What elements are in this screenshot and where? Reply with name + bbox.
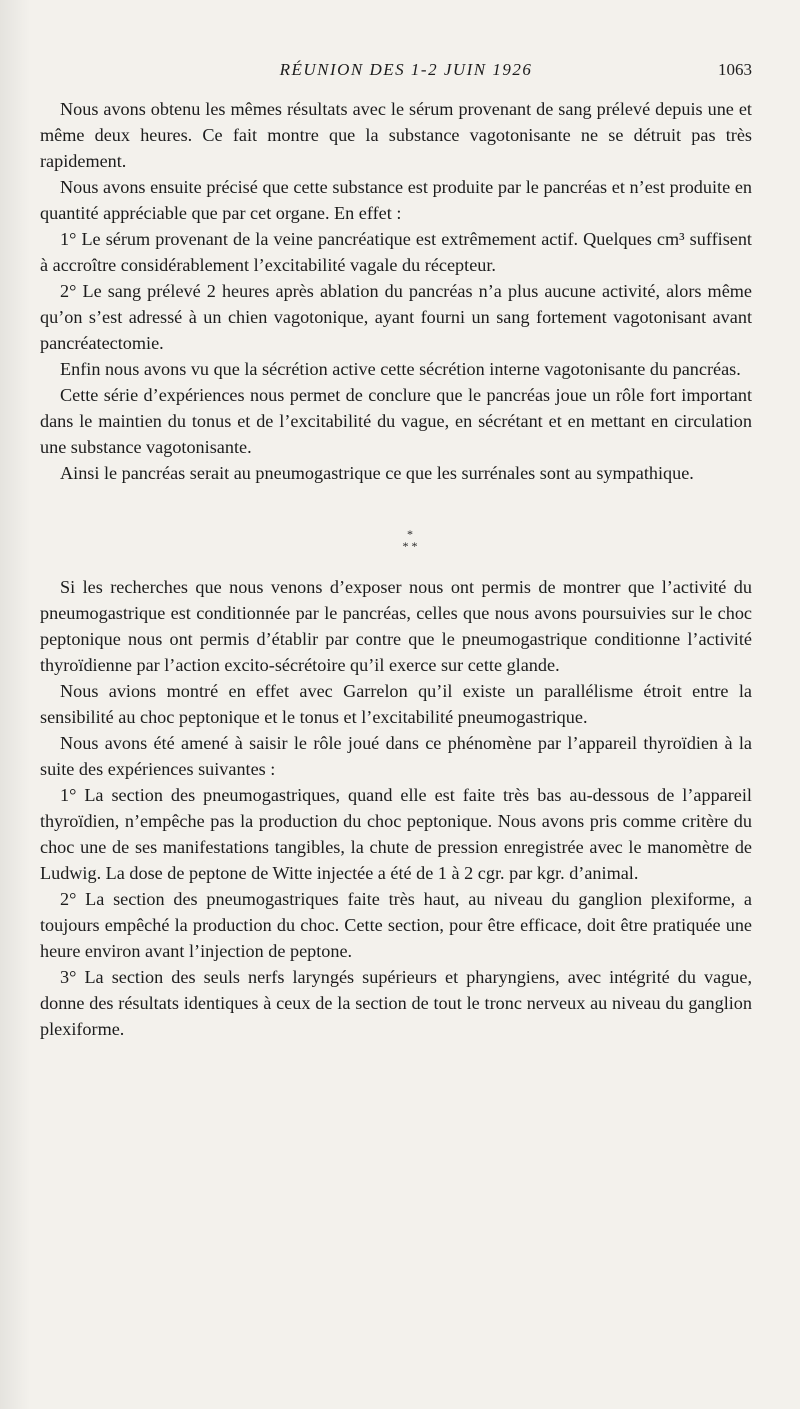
paragraph: Enfin nous avons vu que la sécrétion active cette sécrétion interne vagotonisante du pancréas.	[60, 359, 741, 379]
asterism-top: *	[407, 527, 413, 541]
body-text	[40, 96, 752, 1042]
paragraph: Si les recherches que nous venons d’exposer nous ont permis de montrer que l’activité du pneumogastrique est conditionnée par le pancréas, celles que nous avons poursuivies sur le choc peptonique nous ont permis d’établir par contre que le pneumogastrique conditionne l’activité thyroïdienne par l’action excito-sécrétoire qu’il exerce sur cette glande.	[40, 577, 752, 675]
paragraph: Nous avions montré en effet avec Garrelon qu’il existe un parallélisme étroit entre la sensibilité au choc peptonique et le tonus et l’excitabilité pneumogastrique.	[40, 681, 752, 727]
paragraph: 2° Le sang prélevé 2 heures après ablation du pancréas n’a plus aucune activité, alors même qu’on s’est adressé à un chien vagotonique, ayant fourni un sang fortement vagotonisant avant pancréatectomie.	[40, 281, 752, 353]
running-title: RÉUNION DES 1-2 JUIN 1926	[279, 60, 533, 79]
paragraph: Nous avons été amené à saisir le rôle joué dans ce phénomène par l’appareil thyroïdien à la suite des expériences suivantes :	[40, 733, 752, 779]
paragraph: Nous avons ensuite précisé que cette substance est produite par le pancréas et n’est produite en quantité appréciable que par cet organe. En effet :	[40, 177, 752, 223]
paragraph: 1° La section des pneumogastriques, quand elle est faite très bas au-dessous de l’appareil thyroïdien, n’empêche pas la production du choc peptonique. Nous avons pris comme critère du choc une de ses manifestations tangibles, la chute de pression enregistrée avec le manomètre de Ludwig. La dose de peptone de Witte injectée a été de 1 à 2 cgr. par kgr. d’animal.	[40, 785, 752, 883]
page-header	[60, 60, 752, 84]
paragraph: 2° La section des pneumogastriques faite très haut, au niveau du ganglion plexiforme, a toujours empêché la production du choc. Cette section, pour être efficace, doit être pratiquée une heure environ avant l’injection de peptone.	[40, 889, 752, 961]
page-edge-shadow	[0, 0, 30, 1409]
paragraph: Nous avons obtenu les mêmes résultats avec le sérum provenant de sang prélevé depuis une et même deux heures. Ce fait montre que la substance vagotonisante ne se détruit pas très rapidement.	[40, 99, 752, 171]
section-divider-asterism	[40, 528, 752, 552]
paragraph: Ainsi le pancréas serait au pneumogastrique ce que les surrénales sont au sympathique.	[60, 463, 694, 483]
asterism-bottom: * *	[402, 539, 418, 553]
paragraph: 1° Le sérum provenant de la veine pancréatique est extrêmement actif. Quelques cm³ suffisent à accroître considérablement l’excitabilité vagale du récepteur.	[40, 229, 752, 275]
paragraph: 3° La section des seuls nerfs laryngés supérieurs et pharyngiens, avec intégrité du vague, donne des résultats identiques à ceux de la section de tout le tronc nerveux au niveau du ganglion plexiforme.	[40, 967, 752, 1039]
page-number: 1063	[718, 60, 752, 79]
paragraph: Cette série d’expériences nous permet de conclure que le pancréas joue un rôle fort important dans le maintien du tonus et de l’excitabilité du vague, en sécrétant et en mettant en circulation une substance vagotonisante.	[40, 385, 752, 457]
